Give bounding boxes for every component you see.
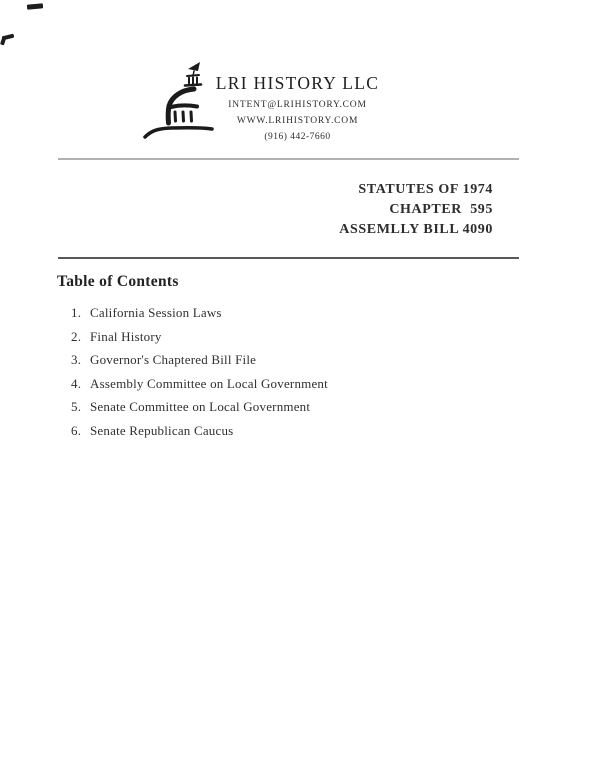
company-email: INTENT@LRIHISTORY.COM <box>228 100 367 110</box>
toc-item-label: Senate Committee on Local Government <box>90 399 311 415</box>
toc-item-label: Senate Republican Caucus <box>90 422 234 438</box>
scan-artifact-mark <box>27 3 43 9</box>
toc-item-label: Final History <box>90 328 162 344</box>
company-website: WWW.LRIHISTORY.COM <box>236 116 359 126</box>
toc-list <box>71 305 501 447</box>
toc-item <box>71 329 501 344</box>
company-name: LRI HISTORY LLC <box>215 73 380 93</box>
toc-item-label: California Session Laws <box>90 305 222 320</box>
toc-item-number: 6. <box>71 422 82 438</box>
toc-item-number: 2. <box>71 328 82 344</box>
statutes-year-line: STATUTES OF 1974 <box>358 182 493 197</box>
toc-item-number: 1. <box>71 305 82 320</box>
toc-item-number: 4. <box>71 375 82 391</box>
assembly-bill-line: ASSEMLLY BILL 4090 <box>339 222 493 237</box>
company-phone: (916) 442-7660 <box>264 132 331 142</box>
horizontal-rule-top <box>58 158 519 160</box>
toc-item-number: 3. <box>71 352 82 368</box>
toc-item-label: Governor's Chaptered Bill File <box>90 352 257 368</box>
letterhead <box>160 75 435 142</box>
toc-item <box>71 352 501 367</box>
toc-item-label: Assembly Committee on Local Government <box>90 375 328 391</box>
toc-item <box>71 305 501 320</box>
toc-item <box>71 399 501 414</box>
toc-item-number: 5. <box>71 399 82 415</box>
scan-artifact-stroke <box>0 38 6 46</box>
toc-item <box>71 376 501 391</box>
toc-item <box>71 423 501 438</box>
statute-citation-block <box>339 180 493 240</box>
chapter-line: CHAPTER 595 <box>389 202 493 217</box>
toc-title: Table of Contents <box>57 273 179 290</box>
horizontal-rule-middle <box>58 257 519 259</box>
scan-artifact-mark <box>1 33 14 44</box>
